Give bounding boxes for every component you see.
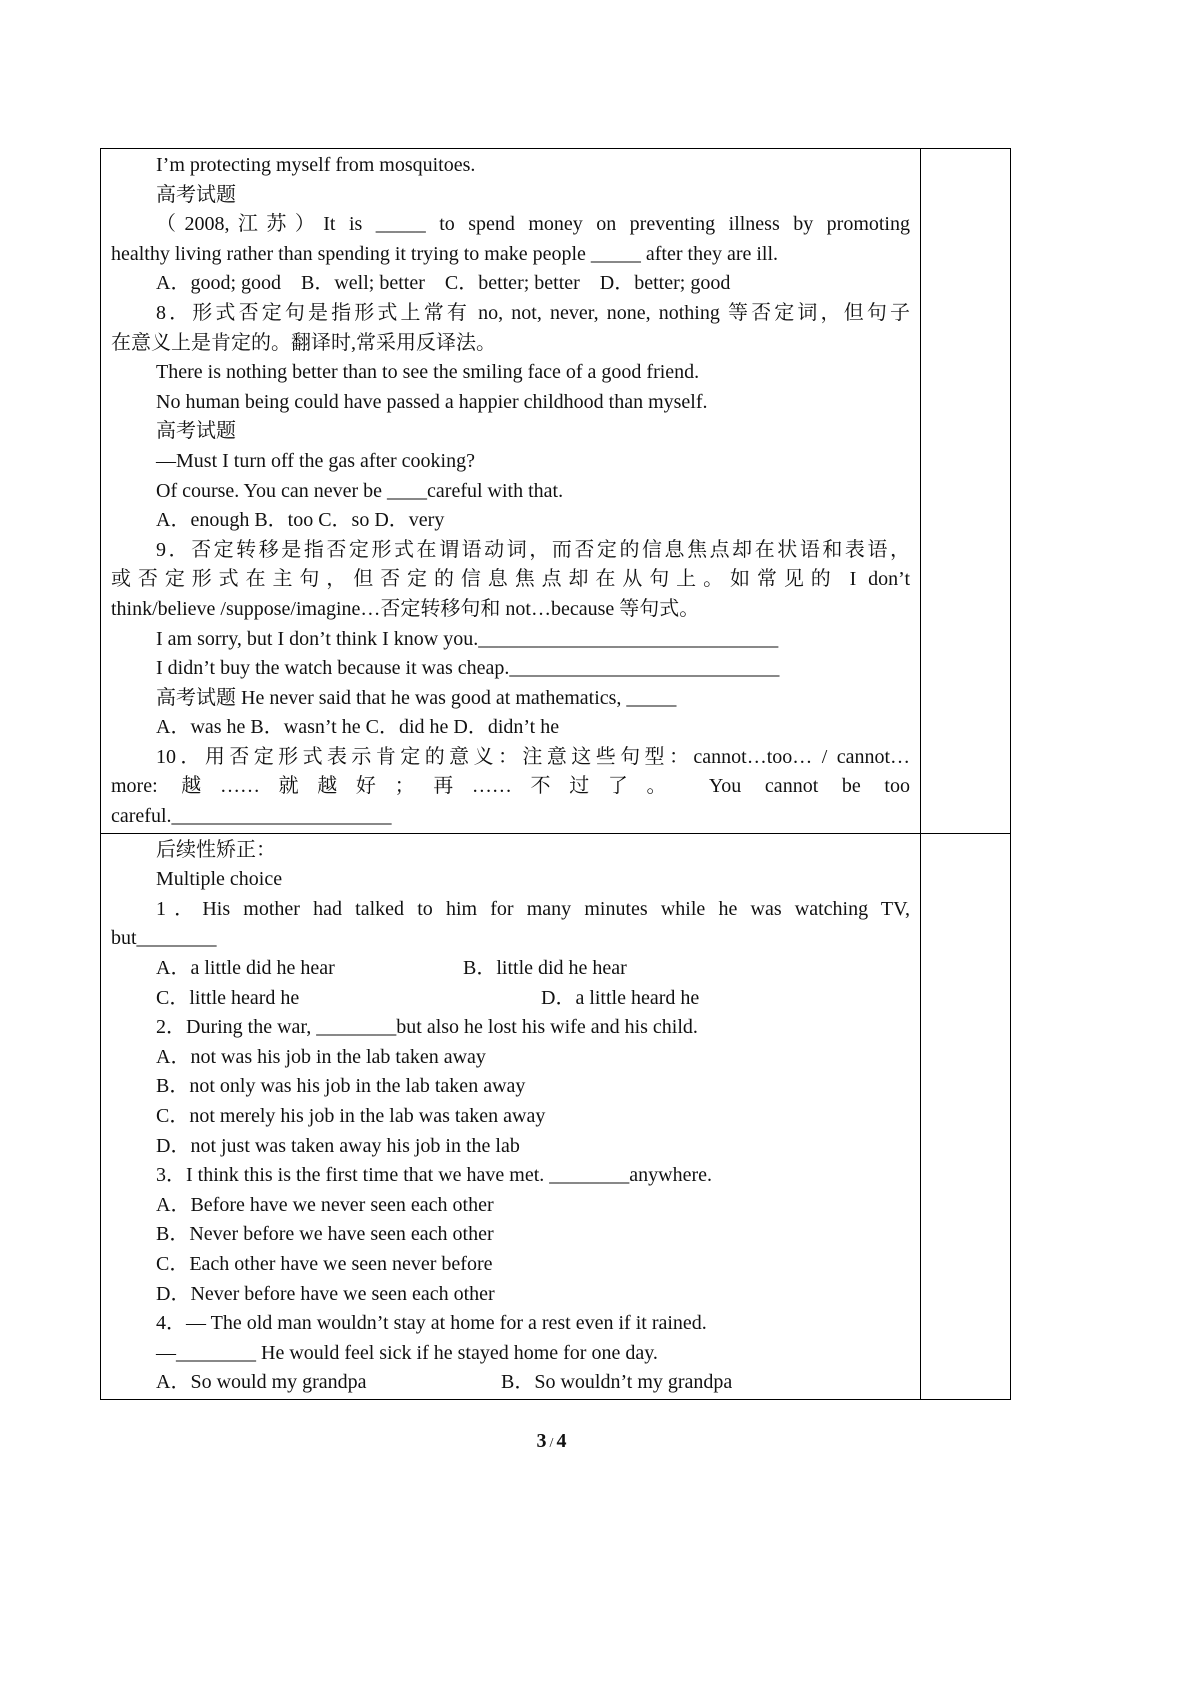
exercise-line: I didn’t buy the watch because it was cheap.___________________________ [156,657,780,680]
options-line [111,1368,910,1398]
option-c: C．little heard he [156,986,300,1009]
page-number [0,1430,1103,1453]
option-line: B．Never before we have seen each other [156,1223,494,1246]
table-row-notes [101,149,1010,833]
question-line: 2．During the war, ________but also he lost his wife and his child. [156,1016,698,1039]
option-b: B．So wouldn’t my grandpa [501,1371,733,1394]
notes-cell [101,149,921,833]
rule-line: 9．否定转移是指否定形式在谓语动词，而否定的信息焦点却在状语和表语， [156,538,910,561]
question-line: 1．His mother had talked to him for many minutes while he was watching TV, [156,897,910,920]
rule-line: 10．用否定形式表示肯定的意义：注意这些句型：cannot…too… / cannot… [156,745,910,768]
question-line: —________ He would feel sick if he stayed home for one day. [156,1341,658,1364]
side-notes-cell [921,149,1010,833]
options-line: A．was he B．wasn’t he C．did he D．didn’t he [156,716,560,739]
question-line: Of course. You can never be ____careful with that. [156,479,564,502]
option-line: A．Before have we never seen each other [156,1193,494,1216]
options-line: A．good; good B．well; better C．better; better D．better; good [156,272,731,295]
exercise-line: I am sorry, but I don’t think I know you.______________________________ [156,627,779,650]
question-line: —Must I turn off the gas after cooking? [156,449,475,472]
option-d: D．a little heard he [541,986,700,1009]
option-line: A．not was his job in the lab taken away [156,1045,486,1068]
section-heading: 高考试题 [156,420,236,443]
option-line: D．Never before have we seen each other [156,1282,495,1305]
page-separator: / [549,1436,554,1451]
question-line: but________ [111,927,217,950]
section-heading: 后续性矫正： [156,838,276,861]
rule-line: think/believe /suppose/imagine…否定转移句和 not…because 等句式。 [111,597,700,620]
total-pages: 4 [556,1430,567,1452]
option-b: B．little did he hear [463,957,627,980]
rule-line: careful.______________________ [111,805,392,828]
exercises-cell [101,834,921,1399]
current-page: 3 [536,1430,547,1452]
example-line: There is nothing better than to see the smiling face of a good friend. [156,361,700,384]
option-line: D．not just was taken away his job in the lab [156,1134,520,1157]
side-notes-cell [921,834,1010,1399]
option-line: B．not only was his job in the lab taken away [156,1075,526,1098]
option-a: A．a little did he hear [156,957,335,980]
rule-line: more: 越……就越好；再……不过了。 You cannot be too [111,775,910,798]
options-line [111,984,910,1014]
rule-line: 或否定形式在主句，但否定的信息焦点却在从句上。如常见的 I don’t [111,568,910,591]
rule-line: 8．形式否定句是指形式上常有 no, not, never, none, nothing 等否定词，但句子 [156,301,910,324]
question-line: 3．I think this is the first time that we have met. ________anywhere. [156,1164,712,1187]
option-line: C．Each other have we seen never before [156,1252,493,1275]
section-subheading: Multiple choice [156,868,283,891]
option-line: C．not merely his job in the lab was taken away [156,1105,546,1127]
question-line: （2008,江苏）It is _____ to spend money on preventing illness by promoting [156,213,910,236]
option-a: A．So would my grandpa [156,1371,367,1394]
question-line: 4．— The old man wouldn’t stay at home for a rest even if it rained. [156,1312,707,1335]
options-line [111,954,910,984]
question-line: 高考试题 He never said that he was good at mathematics, _____ [156,686,677,709]
section-heading: 高考试题 [156,183,236,206]
worksheet-table [100,148,1011,1400]
question-line: healthy living rather than spending it trying to make people _____ after they are ill. [111,242,779,265]
text-line: I’m protecting myself from mosquitoes. [156,154,476,176]
example-line: No human being could have passed a happier childhood than myself. [156,390,708,413]
rule-line: 在意义上是肯定的。翻译时,常采用反译法。 [111,331,496,354]
table-row-exercises [101,833,1010,1399]
options-line: A．enough B．too C．so D．very [156,509,445,532]
